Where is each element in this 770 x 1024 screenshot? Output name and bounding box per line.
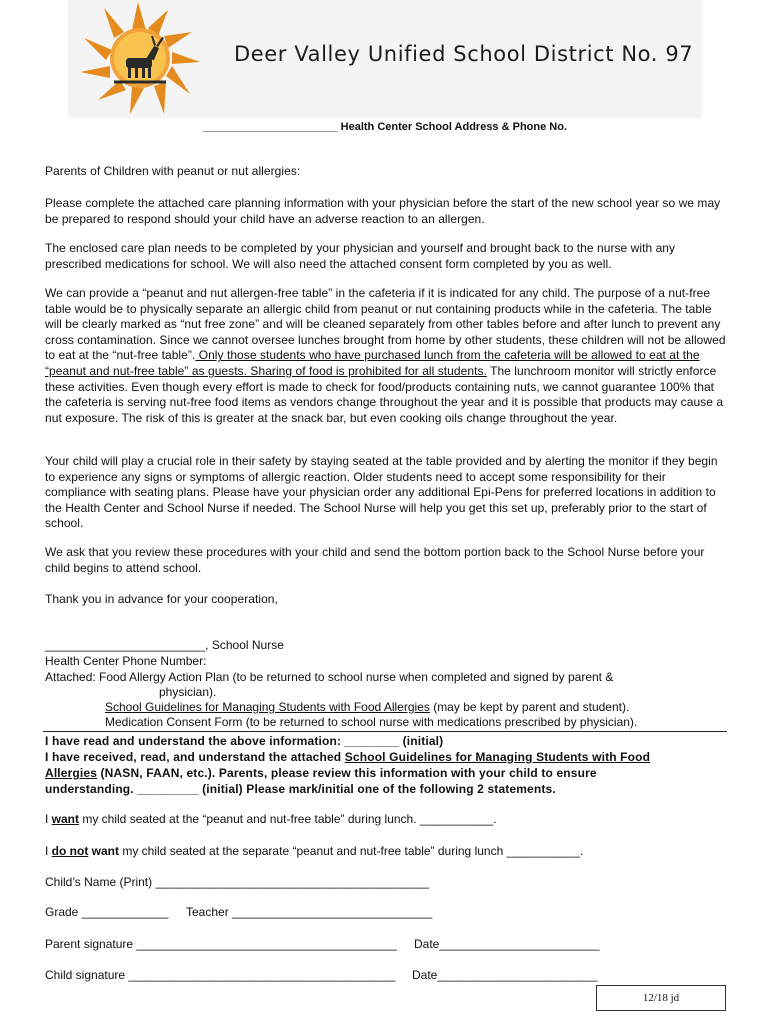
revision-box: 12/18 jd xyxy=(596,985,726,1011)
school-address-line: ______________________ Health Center School Address & Phone No. xyxy=(203,121,567,133)
parent-signature-field[interactable]: Parent signature _______________________________________ xyxy=(45,937,397,951)
attached-line: Attached: Food Allergy Action Plan (to be returned to school nurse when completed and signed by parent & xyxy=(45,670,614,684)
paragraph-2: The enclosed care plan needs to be completed by your physician and yourself and brought back to the nurse with any prescribed medications for school. We will also need the attached consent form completed by you as well. xyxy=(45,241,676,271)
school-nurse-line: ________________________, School Nurse xyxy=(45,638,284,652)
do-not-want-statement xyxy=(45,844,583,860)
ack-line-1: I have read and understand the above information: ________ (initial) xyxy=(45,734,444,748)
grade-field[interactable]: Grade _____________ xyxy=(45,905,169,919)
child-date-field[interactable]: Date________________________ xyxy=(412,968,598,982)
medication-consent-line: Medication Consent Form (to be returned to school nurse with medications prescribed by physician). xyxy=(105,715,638,729)
paragraph-1: Please complete the attached care planning information with your physician before the start of the new school year so we may be prepared to respond should your child have an adverse reaction to an allergen. xyxy=(45,196,721,226)
attached-continuation: physician). xyxy=(159,685,217,699)
donot-rest: my child seated at the separate “peanut and nut-free table” during lunch ___________. xyxy=(119,844,584,858)
ack-line-2-start: I have received, read, and understand the attached xyxy=(45,750,345,764)
paragraph-3-underlined: Only those students who have purchased lunch from the cafeteria will be allowed to eat at the “peanut and nut-free table” as guests. Sharing of food is prohibited for all students. xyxy=(45,348,700,378)
section-divider xyxy=(43,731,727,732)
ack-guidelines-title-end: Allergies xyxy=(45,766,98,780)
parent-date-field[interactable]: Date________________________ xyxy=(414,937,600,951)
ack-guidelines-title: School Guidelines for Managing Students with Food xyxy=(344,750,651,764)
want-statement xyxy=(45,812,497,828)
paragraph-4: Your child will play a crucial role in their safety by staying seated at the table provided and by alerting the monitor if they begin to experience any signs or symptoms of allergic reaction. Older students need to accept some responsibility for their compliance with seating plans. Please have your physician order any additional Epi-Pens for preferred locations in addition to the Health Center and School Nurse if needed. The School Nurse will help you get this set up, preferably prior to the start of school. xyxy=(45,454,718,531)
health-center-phone-label: Health Center Phone Number: xyxy=(45,654,207,668)
guidelines-line xyxy=(105,700,629,716)
donot-prefix: I xyxy=(45,844,52,858)
want-prefix: I xyxy=(45,812,52,826)
letterhead xyxy=(68,0,702,118)
want-rest: my child seated at the “peanut and nut-free table” during lunch. ___________. xyxy=(79,812,497,826)
guidelines-note: (may be kept by parent and student). xyxy=(429,700,630,714)
ack-line-2 xyxy=(45,749,735,765)
donot-want-word: want xyxy=(91,844,120,858)
district-name: Deer Valley Unified School District No. 97 xyxy=(234,42,694,66)
closing: Thank you in advance for your cooperation, xyxy=(45,592,278,606)
paragraph-3-end: The lunchroom monitor will strictly enforce these activities. Even though every effort is made to check for food/products containing nuts, we cannot guarantee 100% that the cafeteria is serving nut-free food items as vendors change throughout the year and it is possible that products may cause a nut exposure. The risk of this is greater at the snack bar, but even cooking oils change throughout the year. xyxy=(45,363,724,425)
acknowledgement-block xyxy=(45,733,735,797)
child-name-field[interactable]: Child’s Name (Print) _________________________________________ xyxy=(45,875,430,889)
guidelines-title: School Guidelines for Managing Students with Food Allergies xyxy=(105,700,430,714)
child-signature-field[interactable]: Child signature ________________________________________ xyxy=(45,968,396,982)
ack-line-3 xyxy=(45,765,735,781)
ack-line-3-rest: (NASN, FAAN, etc.). Parents, please review this information with your child to ensure xyxy=(97,766,597,780)
paragraph-3-start: We can provide a “peanut and nut allergen-free table” in the cafeteria if it is indicated for any child. The purpose of a nut-free table would be to physically separate an allergic child from peanut or nut containing products while in the cafeteria. The table will be clearly marked as “nut free zone” and will be cleaned separately from other tables before and after lunch to prevent any cross contamination. Since we cannot oversee lunches brought from home by other students, these children will not be allowed to eat at the “nut-free table”. xyxy=(45,286,726,363)
salutation: Parents of Children with peanut or nut allergies: xyxy=(45,164,301,178)
teacher-field[interactable]: Teacher ______________________________ xyxy=(186,905,433,919)
paragraph-5: We ask that you review these procedures with your child and send the bottom portion back to the School Nurse before your child begins to attend school. xyxy=(45,545,705,575)
donot-word: do not xyxy=(51,844,89,858)
ack-line-4: understanding. _________ (initial) Please mark/initial one of the following 2 statements. xyxy=(45,782,556,796)
paragraph-3 xyxy=(45,286,730,426)
want-word: want xyxy=(51,812,80,826)
sun-deer-logo-icon xyxy=(80,2,200,114)
